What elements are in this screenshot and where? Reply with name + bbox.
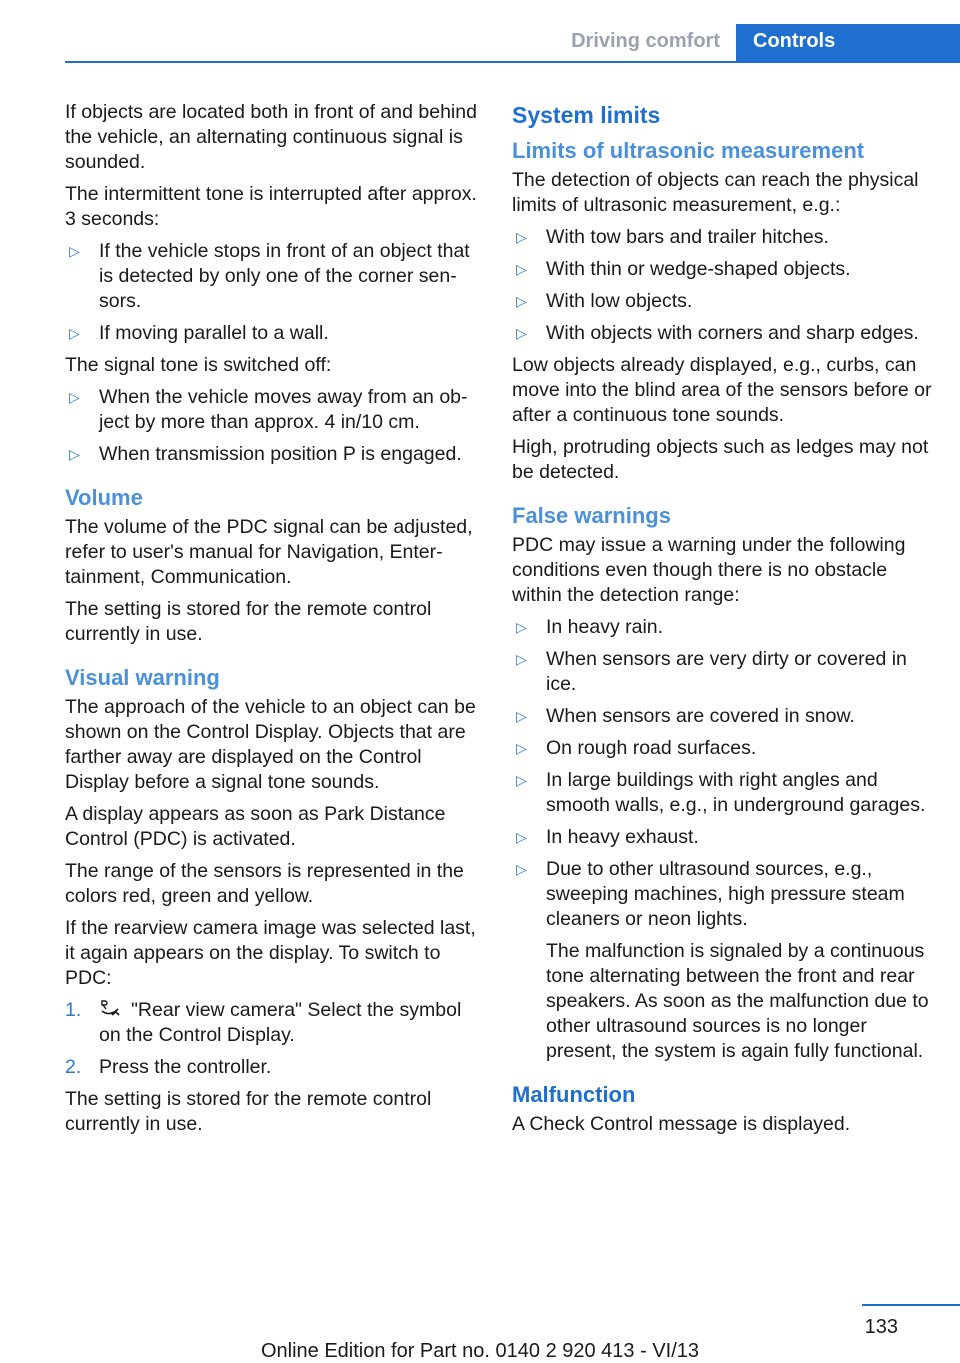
- triangle-bullet-icon: ▷: [516, 740, 527, 756]
- bullet-list: [65, 385, 483, 467]
- right-column: [512, 100, 937, 1144]
- section-heading-system-limits: System limits: [512, 102, 661, 128]
- triangle-bullet-icon: ▷: [516, 293, 527, 309]
- list-item: ▷ In large buildings with right angles and smooth walls, e.g., in underground garages.: [516, 769, 926, 816]
- list-item: ▷ When transmission position P is engaged.: [69, 443, 462, 465]
- header-section-title: Driving comfort: [571, 30, 720, 52]
- paragraph: The intermittent tone is interrupted after approx. 3 seconds:: [65, 183, 477, 230]
- header-tab: [736, 24, 960, 62]
- bullet-list: [512, 225, 937, 346]
- list-item: ▷ When sensors are covered in snow.: [516, 705, 855, 727]
- paragraph: The setting is stored for the remote control currently in use.: [65, 1088, 432, 1135]
- paragraph: The detection of objects can reach the physical limits of ultrasonic measurement, e.g.:: [512, 169, 919, 216]
- paragraph: The range of the sensors is represented in the colors red, green and yellow.: [65, 860, 464, 907]
- list-item: ▷ On rough road surfaces.: [516, 737, 757, 759]
- section-heading-malfunction: Malfunction: [512, 1082, 636, 1107]
- paragraph: A display appears as soon as Park Distance Control (PDC) is activated.: [65, 803, 446, 850]
- list-item: ▷ When the vehicle moves away from an object by more than approx. 4 in/10 cm.: [69, 386, 468, 433]
- paragraph: A Check Control message is displayed.: [512, 1113, 851, 1135]
- triangle-bullet-icon: ▷: [516, 861, 527, 877]
- rear-view-camera-icon: [99, 999, 125, 1019]
- paragraph: The signal tone is switched off:: [65, 354, 332, 376]
- paragraph: High, protruding objects such as ledges may not be detected.: [512, 436, 929, 483]
- paragraph: PDC may issue a warning under the following conditions even though there is no obstacle within the detection range:: [512, 534, 906, 606]
- page-number: 133: [864, 1316, 898, 1338]
- list-item: ▷ If the vehicle stops in front of an object that is detected by only one of the corner sensors.: [69, 240, 470, 312]
- paragraph: The approach of the vehicle to an object can be shown on the Control Display. Objects that are farther away are displayed on the Control Display before a signal tone sounds.: [65, 696, 476, 793]
- triangle-bullet-icon: ▷: [516, 651, 527, 667]
- paragraph: The volume of the PDC signal can be adjusted, refer to user's manual for Navigation, Entertainment, Communication.: [65, 516, 473, 588]
- bullet-list: [512, 615, 937, 1064]
- paragraph: Low objects already displayed, e.g., curbs, can move into the blind area of the sensors before or after a continuous tone sounds.: [512, 354, 932, 426]
- triangle-bullet-icon: ▷: [69, 389, 80, 405]
- step-number: 2.: [65, 1056, 82, 1078]
- triangle-bullet-icon: ▷: [69, 243, 80, 259]
- triangle-bullet-icon: ▷: [516, 325, 527, 341]
- left-column: [65, 100, 483, 1144]
- footer-edition: Online Edition for Part no. 0140 2 920 413 - VI/13: [260, 1340, 700, 1362]
- triangle-bullet-icon: ▷: [516, 772, 527, 788]
- list-item: ▷ If moving parallel to a wall.: [69, 322, 329, 344]
- step-number: 1.: [65, 999, 82, 1021]
- list-item: ▷ In heavy exhaust.: [516, 826, 699, 848]
- header-tab-label: Controls: [753, 30, 836, 52]
- list-item: ▷ With thin or wedge-shaped objects.: [516, 258, 851, 280]
- paragraph: The setting is stored for the remote control currently in use.: [65, 598, 432, 645]
- list-item: ▷ With low objects.: [516, 290, 693, 312]
- list-item: ▷ Due to other ultrasound sources, e.g., sweeping machines, high pressure steam cleaners or neon lights. The malfunction is signaled by a continuous tone alternating between the front and rear speakers. As soon as the malfunction due to other ultrasound sources is no longer present, the system is again fully functional.: [512, 857, 937, 1064]
- paragraph: If the rearview camera image was selected last, it again appears on the display. To switch to PDC:: [65, 917, 476, 989]
- section-heading-visual-warning: Visual warning: [65, 665, 220, 690]
- section-heading-false-warnings: False warnings: [512, 503, 671, 528]
- bullet-list: [65, 239, 483, 346]
- list-item: ▷ With objects with corners and sharp edges.: [516, 322, 919, 344]
- triangle-bullet-icon: ▷: [69, 325, 80, 341]
- list-item: ▷ In heavy rain.: [516, 616, 664, 638]
- numbered-steps: [65, 998, 483, 1080]
- paragraph: If objects are located both in front of and behind the vehicle, an alternating continuous signal is sounded.: [65, 101, 477, 173]
- step-item: 2. Press the controller.: [65, 1056, 272, 1078]
- triangle-bullet-icon: ▷: [516, 708, 527, 724]
- triangle-bullet-icon: ▷: [69, 446, 80, 462]
- page-number-rule: [862, 1304, 960, 1306]
- list-item-note: The malfunction is signaled by a continuous tone alternating between the front and rear speakers. As soon as the malfunction due to other ultrasound sources is no longer present, the system is again fully functional.: [546, 940, 929, 1062]
- triangle-bullet-icon: ▷: [516, 261, 527, 277]
- triangle-bullet-icon: ▷: [516, 229, 527, 245]
- triangle-bullet-icon: ▷: [516, 619, 527, 635]
- list-item: ▷ With tow bars and trailer hitches.: [516, 226, 829, 248]
- section-heading-volume: Volume: [65, 485, 143, 510]
- step-item: 1. "Rear view camera" Select the symbol on the Control Display.: [65, 999, 462, 1046]
- list-item: ▷ When sensors are very dirty or covered in ice.: [516, 648, 907, 695]
- triangle-bullet-icon: ▷: [516, 829, 527, 845]
- section-heading-ultrasonic-limits: Limits of ultrasonic measurement: [512, 138, 865, 163]
